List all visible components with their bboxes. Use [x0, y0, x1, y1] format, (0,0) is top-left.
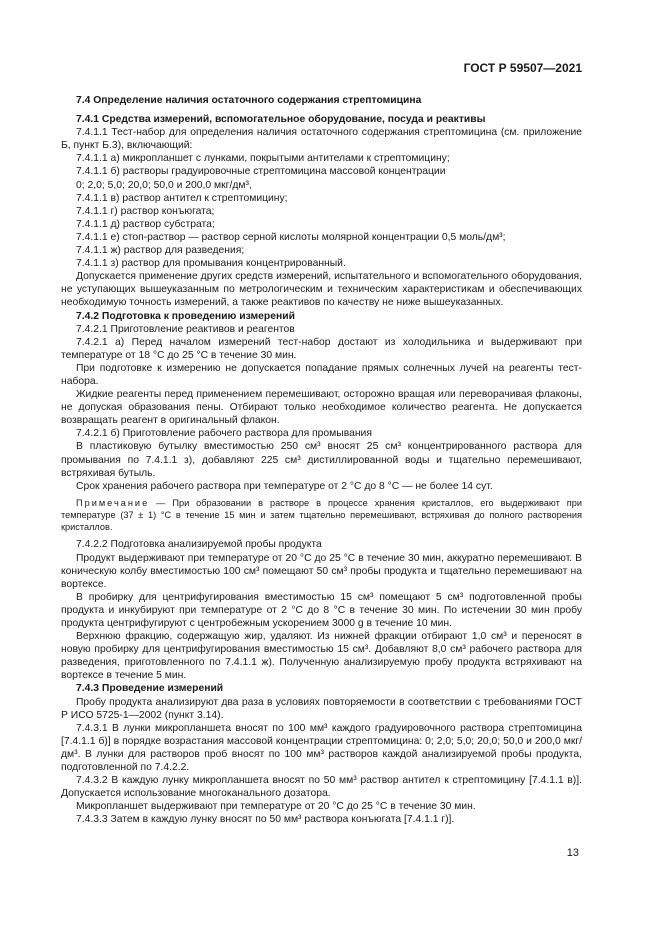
- paragraph: 7.4.1.1 Тест-набор для определения наличия остаточного содержания стрептомицина (см. приложение Б, пункт Б.3), включающий:: [61, 127, 582, 152]
- paragraph: 7.4.2.2 Подготовка анализируемой пробы продукта: [76, 539, 322, 551]
- paragraph: В пробирку для центрифугирования вместимостью 15 см³ помещают 5 см³ подготовленной пробы продукта и инкубируют при температуре от 2 °С до 8 °С в течение 30 мин. По истечении 30 мин пробу продукта центрифугируют с центробежным ускорением 3000 g в течение 10 мин.: [61, 591, 582, 629]
- paragraph: 7.4.2.1 б) Приготовление рабочего раствора для промывания: [76, 428, 372, 440]
- paragraph: 7.4.3.2 В каждую лунку микропланшета вносят по 50 мм³ раствор антител к стрептомицину [7.4.1.1 в)]. Допускается использование многоканального дозатора.: [61, 775, 582, 800]
- list-item: 7.4.1.1 ж) раствор для разведения;: [76, 245, 245, 257]
- note-text: — При образовании в растворе в процессе хранения кристаллов, его выдерживают при температуре (37 ± 1) °С в течение 15 мин и затем тщательно перемешивают, встряхивая до полного растворения кристаллов.: [61, 497, 582, 533]
- paragraph: Верхнюю фракцию, содержащую жир, удаляют. Из нижней фракции отбирают 1,0 см³ и переносят в новую пробирку для центрифугирования вместимостью 15 см³. Добавляют 8,0 см³ рабочего раствора для разведения, приготовленного по 7.4.1.1 ж). Полученную анализируемую пробу продукта встряхивают на вортексе в течение 5 мин.: [61, 631, 582, 682]
- note-label: Примечание: [76, 497, 150, 508]
- note: [61, 497, 582, 534]
- paragraph: Срок хранения рабочего раствора при температуре от 2 °С до 8 °С — не более 14 сут.: [76, 480, 493, 492]
- paragraph: Жидкие реагенты перед применением перемешивают, осторожно вращая или переворачивая флаконы, не допуская образования пены. Отбирают только необходимое количество реагента. Не допускается возвращать реагент в оригинальный флакон.: [61, 389, 582, 427]
- page-number: 13: [566, 847, 579, 859]
- paragraph: В пластиковую бутылку вместимостью 250 см³ вносят 25 см³ концентрированного раствора для промывания по 7.4.1.1 з), добавляют 225 см³ дистиллированной воды и тщательно перемешивают, встряхивая бутыль.: [61, 441, 582, 479]
- list-item: 7.4.1.1 д) раствор субстрата;: [76, 218, 215, 230]
- paragraph: Допускается применение других средств измерений, испытательного и вспомогательного оборудования, не уступающих вышеуказанным по метрологическим и техническим характеристикам и обеспечивающих необходимую точность измерений, а также реактивов по качеству не ниже вышеуказанных.: [61, 271, 582, 309]
- paragraph: Микропланшет выдерживают при температуре от 20 °С до 25 °С в течение 30 мин.: [76, 801, 476, 813]
- subsection-heading: 7.4.3 Проведение измерений: [76, 683, 224, 695]
- paragraph: Продукт выдерживают при температуре от 20 °С до 25 °С в течение 30 мин, аккуратно перемешивают. В коническую колбу вместимостью 100 см³ помещают 50 см³ пробы продукта и тщательно перемешивают на вортексе.: [61, 552, 582, 590]
- list-item: 7.4.1.1 б) растворы градуировочные стрептомицина массовой концентрации: [76, 166, 446, 178]
- section-heading: 7.4 Определение наличия остаточного содержания стрептомицина: [76, 95, 422, 106]
- list-item: 7.4.1.1 з) раствор для промывания концентрированный.: [76, 258, 346, 270]
- list-item: 7.4.1.1 г) раствор конъюгата;: [76, 205, 215, 217]
- list-item: 7.4.1.1 а) микропланшет с лунками, покрытыми антителами к стрептомицину;: [76, 153, 450, 165]
- list-item: 7.4.1.1 в) раствор антител к стрептомицину;: [76, 192, 288, 204]
- paragraph: При подготовке к измерению не допускается попадание прямых солнечных лучей на реагенты тест-набора.: [61, 362, 582, 387]
- list-item-continuation: 0; 2,0; 5,0; 20,0; 50,0 и 200,0 мкг/дм³,: [76, 179, 252, 191]
- paragraph: Пробу продукта анализируют два раза в условиях повторяемости в соответствии с требованиями ГОСТ Р ИСО 5725-1—2002 (пункт 3.14).: [61, 696, 582, 721]
- paragraph: 7.4.2.1 а) Перед началом измерений тест-набор достают из холодильника и выдерживают при температуре от 18 °С до 25 °С в течение 30 мин.: [61, 336, 582, 361]
- document-header: ГОСТ Р 59507—2021: [463, 61, 582, 75]
- paragraph: 7.4.2.1 Приготовление реактивов и реагентов: [76, 323, 295, 335]
- list-item: 7.4.1.1 е) стоп-раствор — раствор серной кислоты молярной концентрации 0,5 моль/дм³;: [76, 231, 506, 243]
- subsection-heading: 7.4.1 Средства измерений, вспомогательное оборудование, посуда и реактивы: [76, 114, 486, 126]
- subsection-heading: 7.4.2 Подготовка к проведению измерений: [76, 310, 295, 322]
- paragraph: 7.4.3.1 В лунки микропланшета вносят по 100 мм³ каждого градуировочного раствора стрептомицина [7.4.1.1 б)] в порядке возрастания массовой концентрации стрептомицина: 0; 2,0; 5,0; 20,0; 50,0 и 200,0 мкг/дм³. В лунки для растворов проб вносят по 100 мм³ растворов каждой анализируемой пробы продукта, подготовленной по 7.4.2.2.: [61, 722, 582, 774]
- paragraph: 7.4.3.3 Затем в каждую лунку вносят по 50 мм³ раствора конъюгата [7.4.1.1 г)].: [76, 814, 455, 826]
- page-content: [61, 94, 582, 826]
